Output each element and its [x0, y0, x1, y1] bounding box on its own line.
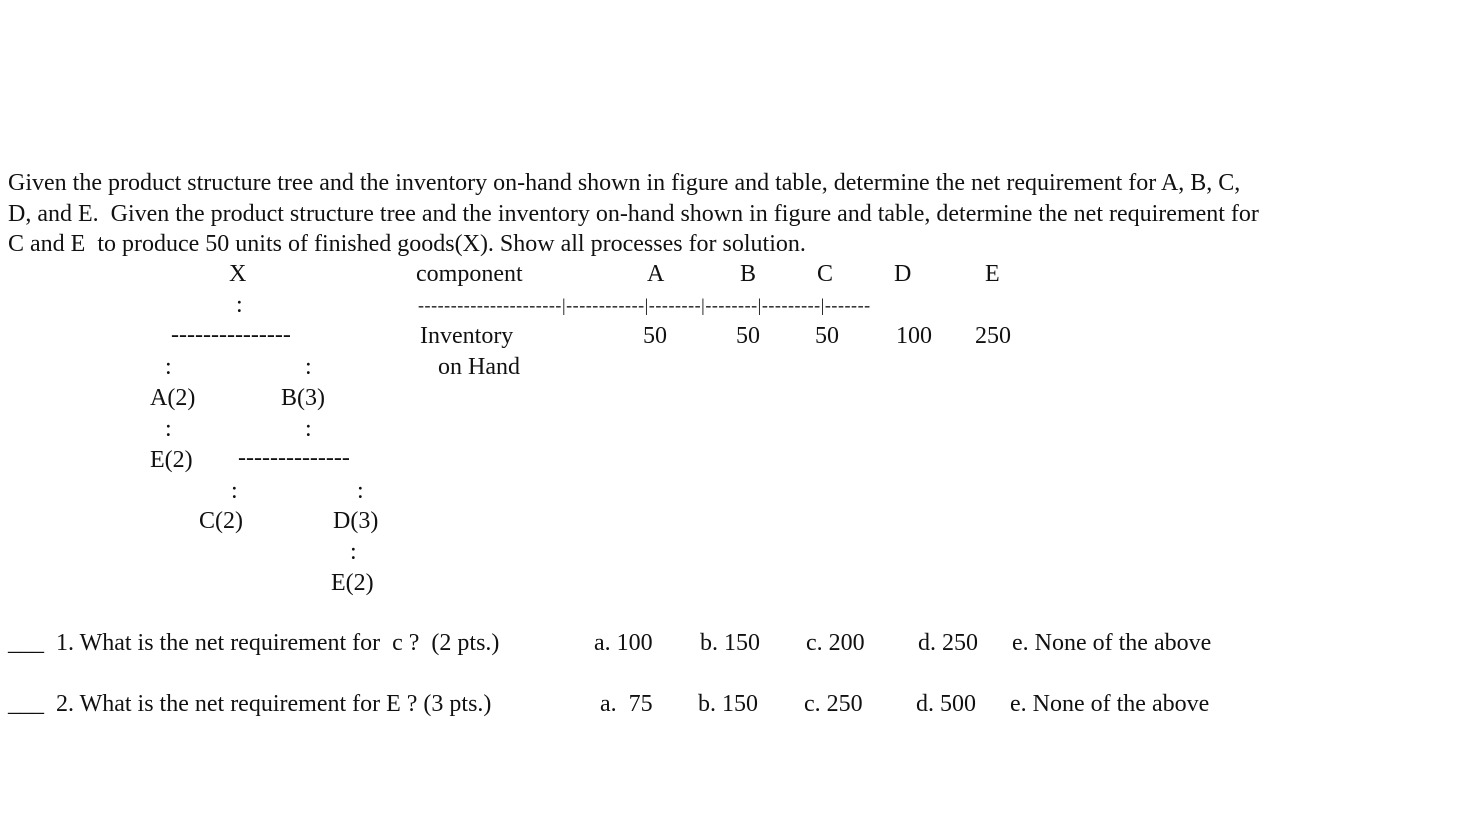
tree-connector: :	[165, 354, 172, 380]
table-separator: ----------------------|------------|--------|--------|---------|-------	[418, 295, 871, 315]
component-d-header: D	[894, 261, 912, 287]
q1-option-d: d. 250	[918, 630, 978, 656]
component-e-header: E	[985, 261, 1000, 287]
tree-connector: :	[231, 478, 238, 504]
tree-connector: :	[236, 292, 243, 318]
q2-option-c: c. 250	[804, 691, 863, 717]
answer-blank-1[interactable]: ___	[8, 630, 44, 656]
component-c-header: C	[817, 261, 834, 287]
q2-option-d: d. 500	[916, 691, 976, 717]
inventory-e: 250	[975, 323, 1011, 349]
tree-connector: :	[165, 416, 172, 442]
inventory-d: 100	[896, 323, 932, 349]
tree-connector: :	[350, 539, 357, 565]
q1-option-a: a. 100	[594, 630, 653, 656]
inventory-label: Inventory	[420, 323, 514, 349]
tree-branch-line: --------------	[238, 445, 350, 471]
tree-branch-line: ---------------	[171, 322, 291, 348]
tree-node-e-under-a: E(2)	[150, 447, 193, 473]
problem-statement	[8, 168, 1448, 260]
tree-node-c: C(2)	[199, 508, 243, 534]
q1-option-e: e. None of the above	[1012, 630, 1212, 656]
tree-connector: :	[305, 416, 312, 442]
tree-node-b: B(3)	[281, 385, 325, 411]
component-header: component	[416, 261, 523, 287]
tree-node-e-under-d: E(2)	[331, 570, 374, 596]
question-2-text: 2. What is the net requirement for E ? (3 pts.)	[56, 691, 492, 717]
tree-connector: :	[305, 354, 312, 380]
intro-line-1: Given the product structure tree and the inventory on-hand shown in figure and table, determine the net requirement for A, B, C,	[8, 170, 1241, 196]
component-a-header: A	[647, 261, 665, 287]
q2-option-b: b. 150	[698, 691, 758, 717]
on-hand-label: on Hand	[438, 354, 520, 380]
inventory-b: 50	[736, 323, 760, 349]
inventory-a: 50	[643, 323, 667, 349]
question-1-text: 1. What is the net requirement for c ? (2 pts.)	[56, 630, 500, 656]
q1-option-c: c. 200	[806, 630, 865, 656]
tree-node-d: D(3)	[333, 508, 379, 534]
q1-option-b: b. 150	[700, 630, 760, 656]
component-b-header: B	[740, 261, 757, 287]
q2-option-e: e. None of the above	[1010, 691, 1210, 717]
answer-blank-2[interactable]: ___	[8, 691, 44, 717]
inventory-c: 50	[815, 323, 839, 349]
tree-root-x: X	[229, 261, 247, 287]
q2-option-a: a. 75	[600, 691, 653, 717]
intro-line-2: D, and E. Given the product structure tree and the inventory on-hand shown in figure and table, determine the net requirement for	[8, 200, 1259, 227]
tree-connector: :	[357, 478, 364, 504]
tree-node-a: A(2)	[150, 385, 196, 411]
intro-line-3: C and E to produce 50 units of finished goods(X). Show all processes for solution.	[8, 231, 806, 257]
